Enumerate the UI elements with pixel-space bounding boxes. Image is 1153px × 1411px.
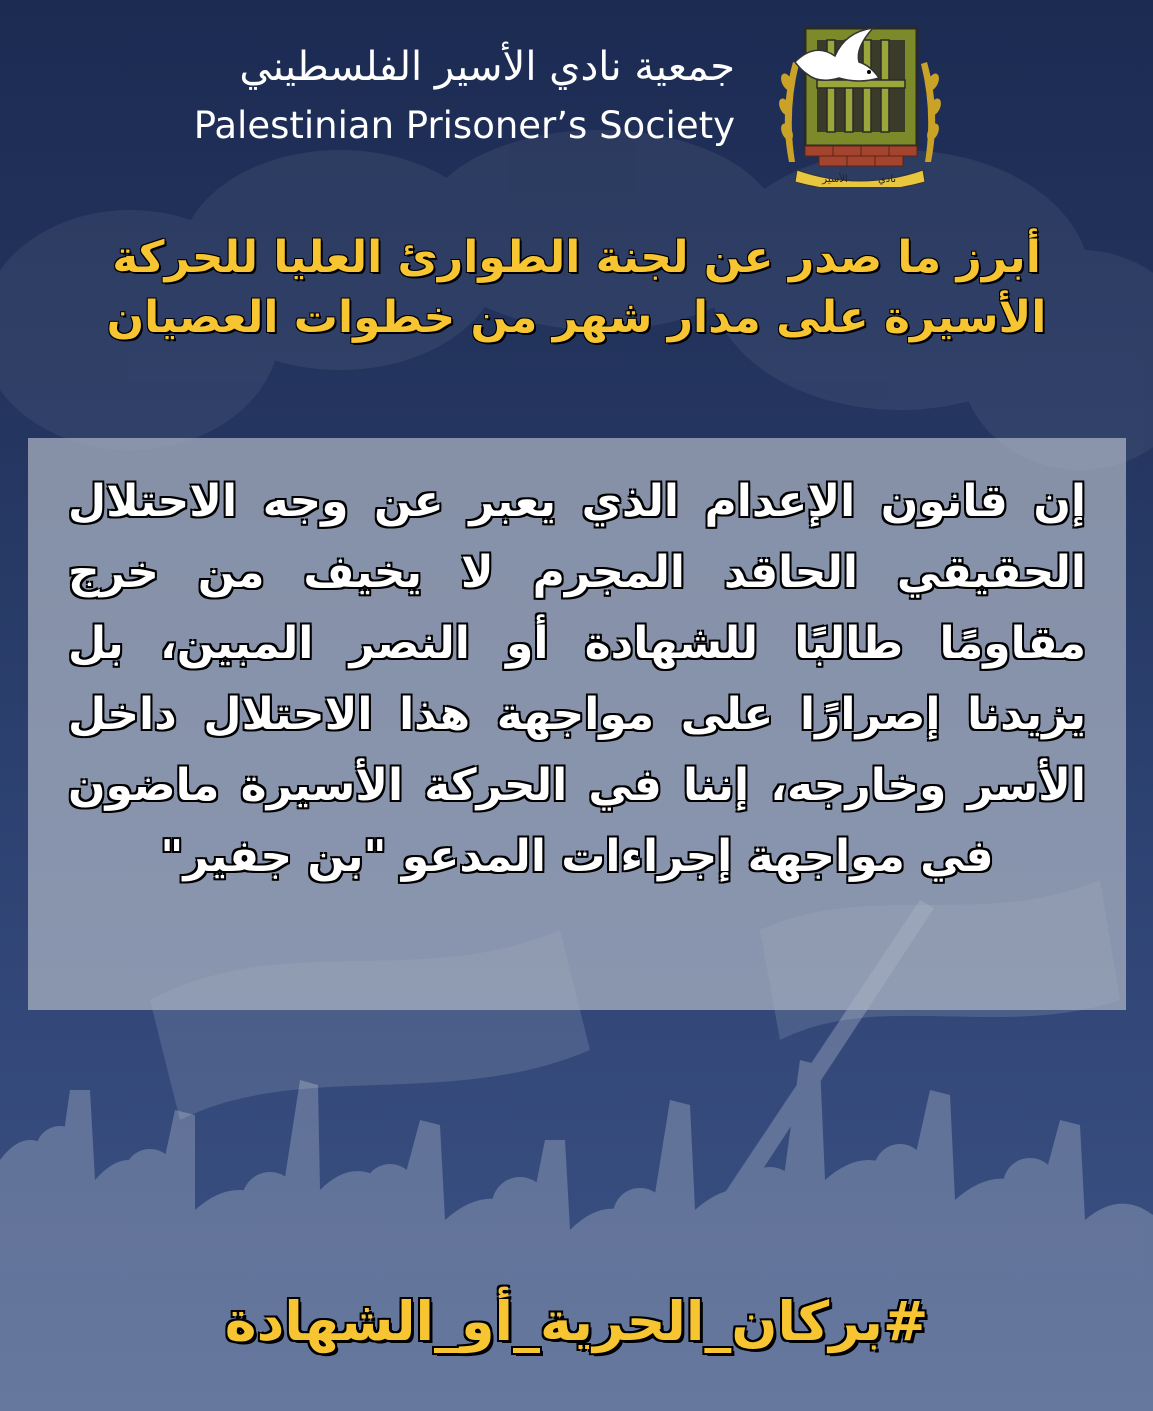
quote-text: إن قانون الإعدام الذي يعبر عن وجه الاحتلال الحقيقي الحاقد المجرم لا يخيف من خرج مقاومًا طالبًا للشهادة أو النصر المبين، بل يزيدنا إصرارًا على مواجهة هذا الاحتلال داخل الأسر وخارجه، إننا في الحركة الأسيرة ماضون في مواجهة إجراءات المدعو "بن جفير"	[68, 476, 1086, 882]
headline-line-2: الأسيرة على مدار شهر من خطوات العصيان	[106, 292, 1047, 343]
organization-name-arabic: جمعية نادي الأسير الفلسطيني	[239, 44, 735, 90]
headline	[40, 228, 1113, 348]
headline-line-1: أبرز ما صدر عن لجنة الطوارئ العليا للحركة	[112, 232, 1041, 283]
logo-ribbon-left: الأسير	[822, 174, 848, 185]
logo-ribbon-right: نادي	[877, 174, 897, 185]
quote-panel	[28, 438, 1126, 1010]
organization-name-english: Palestinian Prisoner’s Society	[193, 104, 735, 147]
organization-logo	[775, 22, 945, 187]
prison-bars-icon	[805, 28, 917, 166]
hashtag: #بركان_الحرية_أو_الشهادة	[224, 1290, 929, 1353]
header	[193, 22, 945, 185]
